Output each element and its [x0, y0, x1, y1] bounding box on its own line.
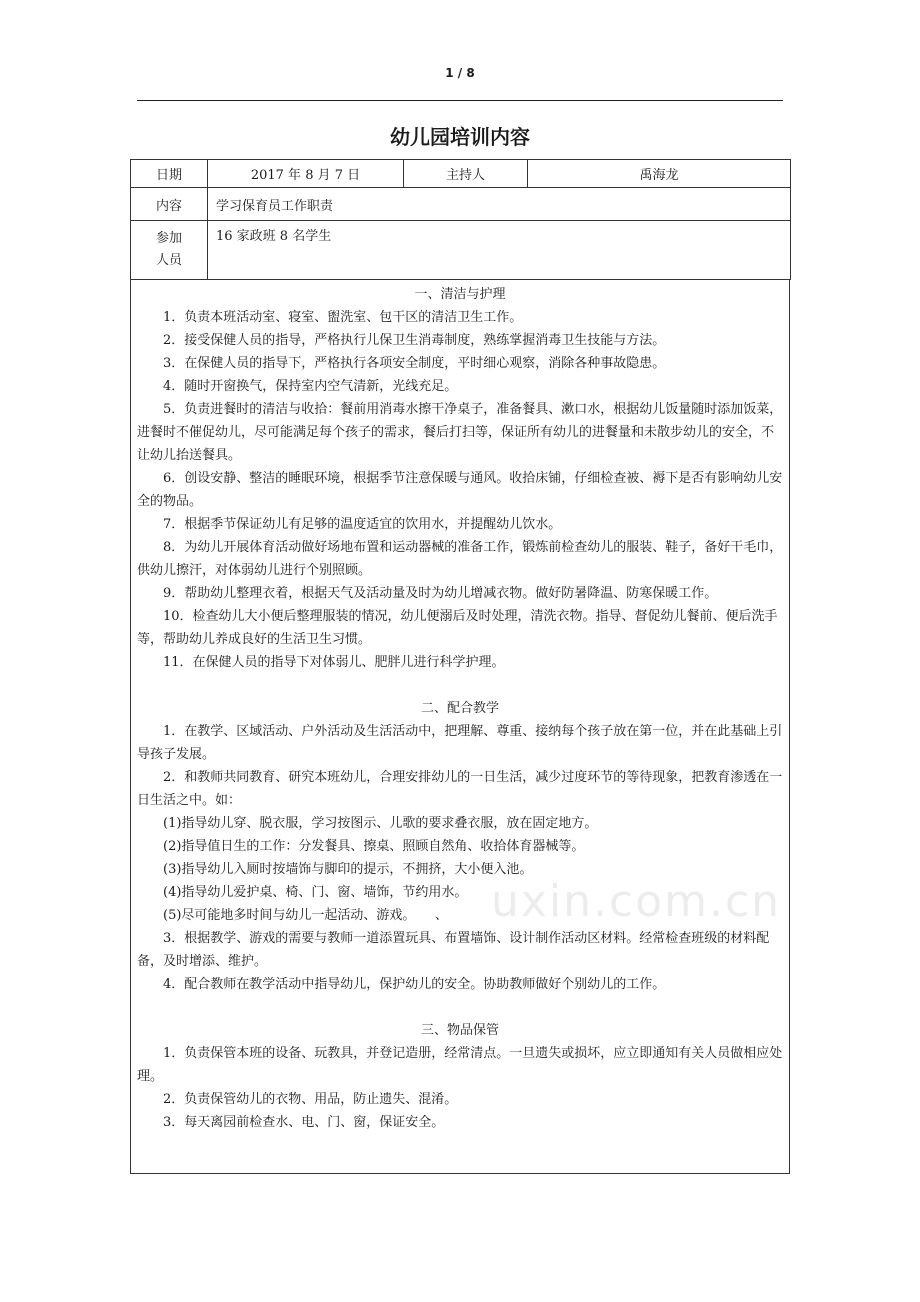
host-label: 主持人 — [404, 160, 528, 188]
list-item: (1)指导幼儿穿、脱衣服，学习按图示、儿歌的要求叠衣服，放在固定地方。 — [163, 816, 598, 831]
content-label: 内容 — [131, 188, 208, 221]
list-item: 9．帮助幼儿整理衣着，根据天气及活动量及时为幼儿增减衣物。做好防暑降温、防寒保暖工作。 — [163, 586, 718, 601]
section-spacer — [137, 674, 783, 697]
list-item: 1．负责保管本班的设备、玩教具，并登记造册，经常清点。一旦遗失或损坏，应立即通知有关人员做相应处理。 — [137, 1046, 783, 1084]
list-item: 3．每天离园前检查水、电、门、窗，保证安全。 — [163, 1115, 445, 1130]
info-table — [130, 159, 791, 280]
section-title: 二、配合教学 — [420, 701, 499, 716]
list-item: 7．根据季节保证幼儿有足够的温度适宜的饮用水，并提醒幼儿饮水。 — [163, 517, 562, 532]
host-value: 禹海龙 — [528, 160, 791, 188]
participants-label-line2: 人员 — [155, 253, 182, 268]
list-item: 2．负责保管幼儿的衣物、用品，防止遗失、混淆。 — [163, 1092, 458, 1107]
participants-label — [131, 221, 208, 280]
date-value: 2017 年 8 月 7 日 — [208, 160, 404, 188]
section-title: 三、物品保管 — [420, 1023, 499, 1038]
list-item: (5)尽可能地多时间与幼儿一起活动、游戏。 、 — [163, 908, 448, 923]
list-item: 1．在教学、区域活动、户外活动及生活活动中，把理解、尊重、接纳每个孩子放在第一位，并在此基础上引导孩子发展。 — [137, 724, 783, 762]
section-title: 一、清洁与护理 — [414, 287, 506, 302]
list-item: 5．负责进餐时的清洁与收拾：餐前用消毒水擦干净桌子，准备餐具、漱口水，根据幼儿饭量随时添加饭菜，进餐时不催促幼儿，尽可能满足每个孩子的需求，餐后打扫等，保证所有幼儿的进餐量和未散步幼儿的安全，不让幼儿抬送餐具。 — [137, 402, 783, 463]
list-item: 6．创设安静、整洁的睡眠环境，根据季节注意保暖与通风。收拾床铺，仔细检查被、褥下是否有影响幼儿安全的物品。 — [137, 471, 783, 509]
list-item: 4．配合教师在教学活动中指导幼儿，保护幼儿的安全。协助教师做好个别幼儿的工作。 — [163, 977, 666, 992]
section-spacer — [137, 996, 783, 1019]
list-item: 4．随时开窗换气，保持室内空气清新，光线充足。 — [163, 379, 458, 394]
duties-content — [131, 280, 789, 1134]
document-title: 幼儿园培训内容 — [390, 125, 530, 149]
list-item: 1．负责本班活动室、寝室、盥洗室、包干区的清洁卫生工作。 — [163, 310, 523, 325]
info-row-date — [131, 160, 791, 188]
list-item: 3．在保健人员的指导下，严格执行各项安全制度，平时细心观察，消除各种事故隐患。 — [163, 356, 666, 371]
list-item: 2．接受保健人员的指导，严格执行儿保卫生消毒制度，熟练掌握消毒卫生技能与方法。 — [163, 333, 666, 348]
list-item: 8．为幼儿开展体育活动做好场地布置和运动器械的准备工作，锻炼前检查幼儿的服装、鞋子，备好干毛巾，供幼儿擦汗，对体弱幼儿进行个别照顾。 — [137, 540, 783, 578]
watermark: uxin.com.cn — [491, 876, 782, 927]
list-item: 10．检查幼儿大小便后整理服装的情况，幼儿便溺后及时处理，清洗衣物。指导、督促幼儿餐前、便后洗手等，帮助幼儿养成良好的生活卫生习惯。 — [137, 609, 778, 647]
page-number: 1 / 8 — [445, 66, 475, 80]
list-item: 2．和教师共同教育、研究本班幼儿，合理安排幼儿的一日生活，减少过度环节的等待现象，把教育渗透在一日生活之中。如： — [137, 770, 783, 808]
info-row-content — [131, 188, 791, 221]
participants-value: 16 家政班 8 名学生 — [208, 221, 791, 280]
header-rule — [137, 100, 783, 101]
list-item: (2)指导值日生的工作：分发餐具、擦桌、照顾自然角、收拾体育器械等。 — [163, 839, 585, 854]
list-item: (3)指导幼儿入厕时按墙饰与脚印的提示，不拥挤，大小便入池。 — [163, 862, 533, 877]
list-item: 3．根据教学、游戏的需要与教师一道添置玩具、布置墙饰、设计制作活动区材料。经常检查班级的材料配备，及时增添、维护。 — [137, 931, 770, 969]
duties-body — [130, 280, 790, 1174]
participants-label-line1: 参加 — [155, 231, 182, 246]
content-value: 学习保育员工作职责 — [208, 188, 791, 221]
info-row-participants — [131, 221, 791, 280]
date-label: 日期 — [131, 160, 208, 188]
list-item: (4)指导幼儿爱护桌、椅、门、窗、墙饰，节约用水。 — [163, 885, 468, 900]
list-item: 11．在保健人员的指导下对体弱儿、肥胖儿进行科学护理。 — [163, 655, 505, 670]
